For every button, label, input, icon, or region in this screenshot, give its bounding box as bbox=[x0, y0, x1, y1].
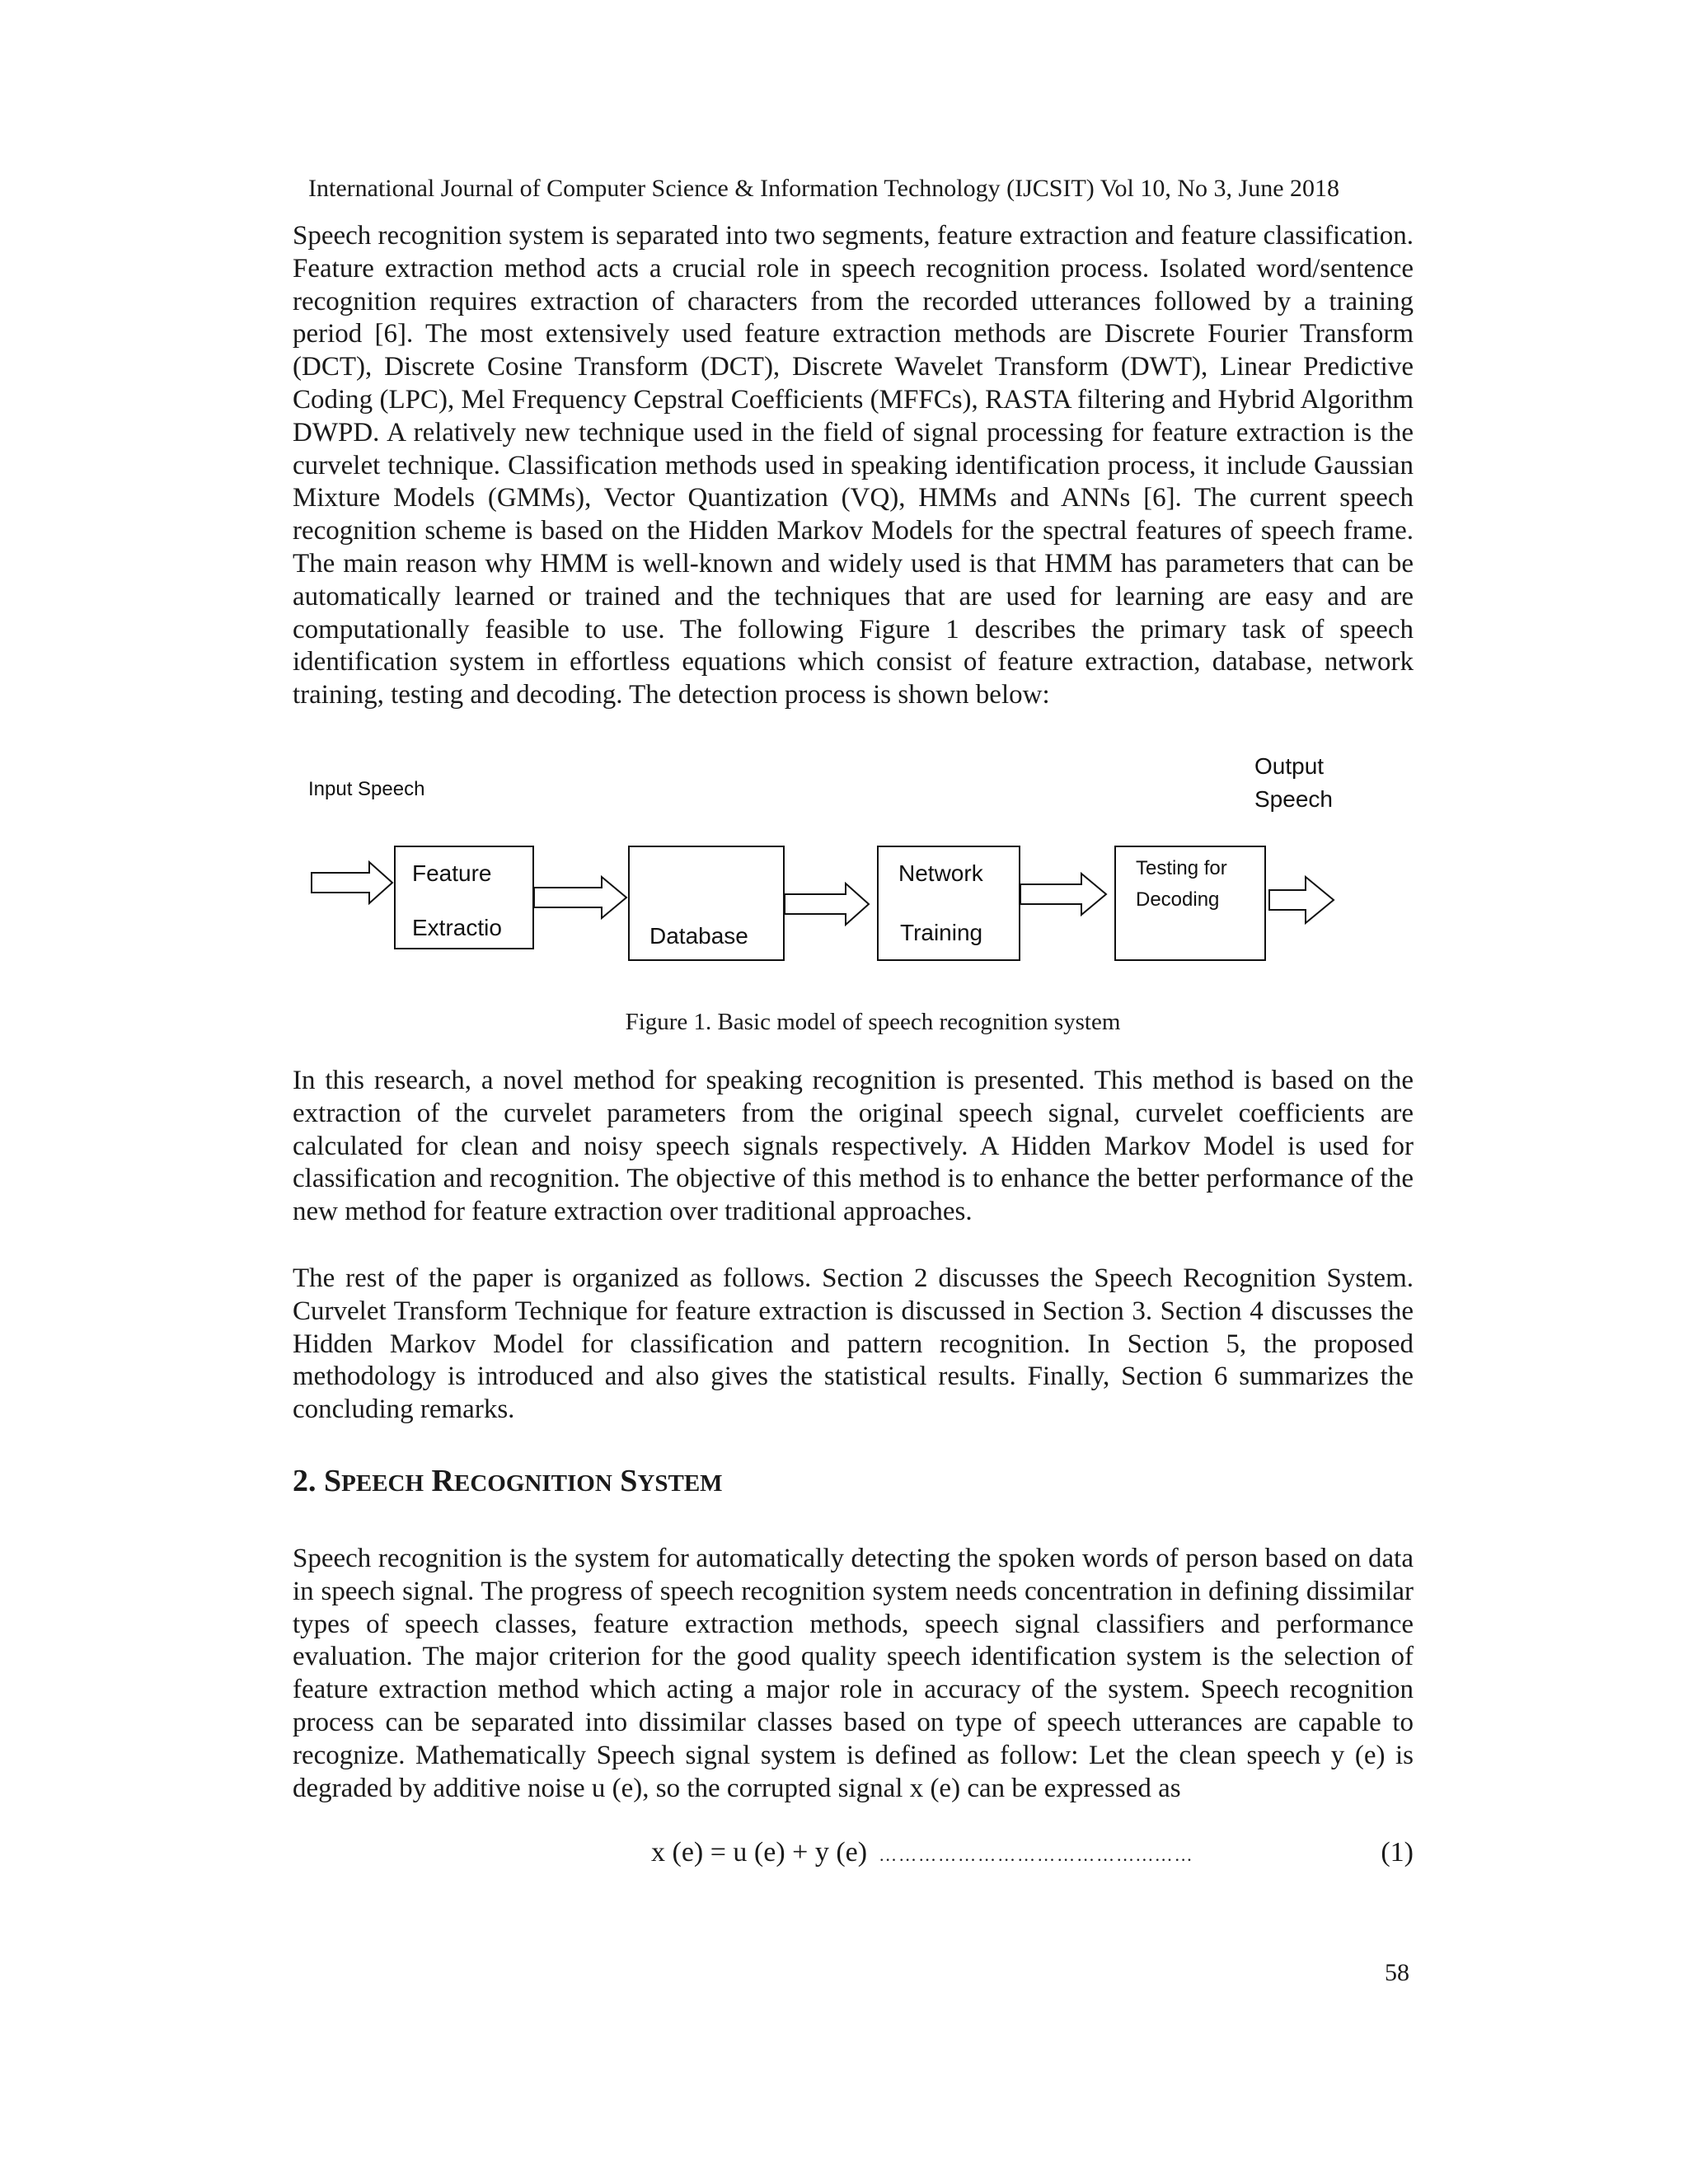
paragraph-intro: Speech recognition system is separated into two segments, feature extraction and feature classification. Feature extraction method acts a crucial role in speech recognition process. Isolated word/sentence recognition requires extraction of characters from the recorded utterances followed by a training period [6]. The most extensively used feature extraction methods are Discrete Fourier Transform (DCT), Discrete Cosine Transform (DCT), Discrete Wavelet Transform (DWT), Linear Predictive Coding (LPC), Mel Frequency Cepstral Coefficients (MFFCs), RASTA filtering and Hybrid Algorithm DWPD. A relatively new technique used in the field of signal processing for feature extraction is the curvelet technique. Classification methods used in speaking identification process, it include Gaussian Mixture Models (GMMs), Vector Quantization (VQ), HMMs and ANNs [6]. The current speech recognition scheme is based on the Hidden Markov Models for the spectral features of speech frame. The main reason why HMM is well-known and widely used is that HMM has parameters that can be automatically learned or trained and the techniques that are used for learning are easy and are computationally feasible to use. The following Figure 1 describes the primary task of speech identification system in effortless equations which consist of feature extraction, database, network training, testing and decoding. The detection process is shown below: bbox=[293, 221, 1414, 710]
arrow-to-database-icon bbox=[532, 875, 631, 920]
input-speech-label: Input Speech bbox=[308, 778, 425, 800]
arrow-to-testing-icon bbox=[1019, 872, 1111, 916]
network-training-label-line1: Network bbox=[898, 860, 983, 886]
input-arrow-icon bbox=[310, 860, 396, 905]
testing-decoding-label-line1: Testing for bbox=[1136, 857, 1227, 879]
figure-caption: Figure 1. Basic model of speech recognition system bbox=[625, 1009, 1121, 1035]
equation-expression: x (e) = u (e) + y (e) bbox=[651, 1837, 868, 1868]
section-number: 2. bbox=[293, 1464, 316, 1498]
section-title-word-3: SYSTEM bbox=[620, 1464, 723, 1498]
figure-speech-recognition-model bbox=[305, 750, 1343, 989]
feature-extraction-box bbox=[394, 846, 534, 949]
database-box bbox=[628, 846, 785, 961]
output-arrow-icon bbox=[1268, 875, 1337, 925]
feature-extraction-label-line1: Feature bbox=[412, 860, 492, 886]
testing-decoding-label-line2: Decoding bbox=[1136, 888, 1220, 911]
network-training-label-line2: Training bbox=[900, 920, 983, 945]
output-speech-label-line1: Output bbox=[1254, 753, 1325, 779]
equation-1 bbox=[651, 1836, 1414, 1872]
testing-decoding-box bbox=[1114, 846, 1266, 961]
feature-extraction-label-line2: Extractio bbox=[412, 915, 502, 940]
section-title-word-1: SPEECH bbox=[324, 1464, 424, 1498]
paragraph-section2: Speech recognition is the system for automatically detecting the spoken words of person based on data in speech signal. The progress of speech recognition system needs concentration in defining dissimilar types of speech classes, feature extraction methods, speech signal classifiers and performance evaluation. The major criterion for the good quality speech identification system is the selection of feature extraction method which acting a major role in accuracy of the system. Speech recognition process can be separated into dissimilar classes based on type of speech utterances are capable to recognize. Mathematically Speech signal system is defined as follow: Let the clean speech y (e) is degraded by additive noise u (e), so the corrupted signal x (e) can be expressed as bbox=[293, 1544, 1414, 1803]
paragraph-organization: The rest of the paper is organized as follows. Section 2 discusses the Speech Recognition System. Curvelet Transform Technique for feature extraction is discussed in Section 3. Section 4 discusses the Hidden Markov Model for classification and pattern recognition. In Section 5, the proposed methodology is introduced and also gives the statistical results. Finally, Section 6 summarizes the concluding remarks. bbox=[293, 1263, 1414, 1425]
database-label: Database bbox=[649, 923, 748, 949]
output-speech-label-line2: Speech bbox=[1254, 786, 1333, 812]
equation-number: (1) bbox=[1381, 1837, 1414, 1868]
page-number: 58 bbox=[1385, 1959, 1409, 1986]
equation-leader: …………………………………...…… bbox=[879, 1844, 1194, 1865]
section-title-word-2: RECOGNITION bbox=[431, 1464, 612, 1498]
running-header: International Journal of Computer Science & Information Technology (IJCSIT) Vol 10, No 3, June 2018 bbox=[308, 175, 1340, 202]
arrow-to-network-training-icon bbox=[783, 882, 874, 926]
paragraph-method: In this research, a novel method for speaking recognition is presented. This method is based on the extraction of the curvelet parameters from the original speech signal, curvelet coefficients are calculated for clean and noisy speech signals respectively. A Hidden Markov Model is used for classification and recognition. The objective of this method is to enhance the better performance of the new method for feature extraction over traditional approaches. bbox=[293, 1066, 1414, 1227]
network-training-box bbox=[877, 846, 1020, 961]
section-heading bbox=[293, 1463, 723, 1499]
